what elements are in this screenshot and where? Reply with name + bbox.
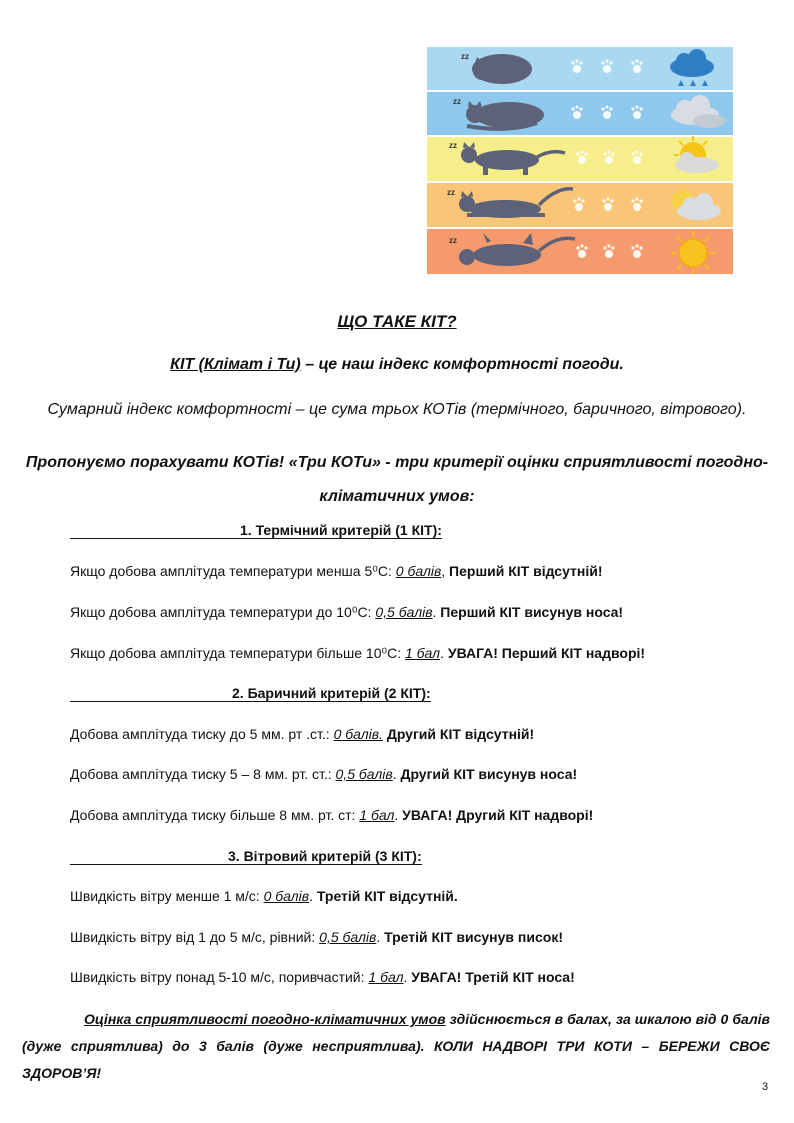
row-separator: . [432,604,437,620]
row-condition: Швидкість вітру менше 1 м/с: [70,888,264,904]
row-condition: Добова амплітуда тиску до 5 мм. рт .ст.: [70,726,334,742]
row-score: 0 балів [395,563,442,579]
criterion-row [70,888,458,904]
criterion-title-text: 3. Вітровий критерій (3 КІТ): [70,848,422,865]
criterion-row [70,766,577,782]
conclusion-paragraph [22,1006,770,1087]
sleep-icon: zz [449,236,457,245]
row-separator: . [309,888,313,904]
criterion-row [70,726,534,742]
criterion-title [70,685,431,702]
row-condition: Якщо добова амплітуда температури більше 10⁰С: [70,645,405,661]
row-score: 0 балів [263,888,310,904]
criterion-row [70,807,593,823]
row-condition: Якщо добова амплітуда температури до 10⁰С: [70,604,376,620]
row-score: 0 балів. [333,726,383,742]
row-condition: Швидкість вітру від 1 до 5 м/с, рівний: [70,929,320,945]
cats-weather-illustration [427,47,733,274]
criterion-row [70,969,575,985]
row-verdict: УВАГА! Другий КІТ надворі! [398,807,594,823]
row-separator: , [441,563,446,579]
cat-curled-icon [472,54,532,84]
summary-line: Сумарний індекс комфортності – це сума трьох КОТів (термічного, баричного, вітрового). [47,401,747,418]
row-condition: Швидкість вітру понад 5-10 м/с, поривчастий: [70,969,369,985]
row-verdict: УВАГА! Перший КІТ надворі! [443,645,646,661]
conclusion-text: здійснюється в балах, за шкалою від 0 балів (дуже сприятлива) до 3 балів (дуже несприятлива). КОЛИ НАДВОРІ ТРИ КОТИ – БЕРЕЖИ СВОЄ ЗДОРОВ’Я! [22,1011,770,1081]
criterion-title [70,522,442,539]
criterion-row [70,563,603,580]
sleep-icon: zz [453,97,461,106]
proposal-paragraph [0,446,794,514]
row-score: 1 бал [368,969,404,985]
row-separator: . [440,645,444,661]
sleep-icon: zz [449,141,457,150]
row-score: 1 бал [405,645,441,661]
row-verdict: Другий КІТ висунув носа! [396,766,578,782]
criterion-row [70,604,623,621]
row-score: 0,5 балів [375,604,433,620]
criterion-row [70,645,645,662]
proposal-line-1: Пропонуємо порахувати КОТів! «Три КОТи» - три критерії оцінки сприятливості погодно- [25,454,769,471]
row-verdict: Другий КІТ відсутній! [382,726,535,742]
row-verdict: Перший КІТ висунув носа! [436,604,624,620]
row-separator: . [376,929,381,945]
conclusion-underlined: Оцінка сприятливості погодно-кліматичних умов [84,1011,446,1027]
page-heading: ЩО ТАКЕ КІТ? [337,312,457,331]
sleep-icon: zz [461,52,469,61]
row-separator: . [394,807,399,823]
definition-text: – це наш індекс комфортності погоди. [300,356,624,373]
row-separator: . [403,969,408,985]
proposal-line-2: кліматичних умов: [319,488,475,505]
row-verdict: Третій КІТ відсутній. [312,888,458,904]
definition-term: КІТ (Клімат і Ти) [170,356,301,373]
row-score: 0,5 балів [319,929,377,945]
row-condition: Якщо добова амплітуда температури менша 5⁰С: [70,563,396,579]
row-condition: Добова амплітуда тиску 5 – 8 мм. рт. ст.: [70,766,336,782]
criterion-title [70,848,422,865]
row-verdict: Перший КІТ відсутній! [445,563,603,579]
row-verdict: УВАГА! Третій КІТ носа! [407,969,575,985]
criterion-title-text: 1. Термічний критерій (1 КІТ): [70,522,442,539]
sleep-icon: zz [447,188,455,197]
row-condition: Добова амплітуда тиску більше 8 мм. рт. ст: [70,807,360,823]
definition-line [0,356,794,374]
row-score: 0,5 балів [335,766,393,782]
row-separator: . [392,766,397,782]
criterion-row [70,929,563,945]
row-score: 1 бал [359,807,395,823]
row-verdict: Третій КІТ висунув писок! [380,929,563,945]
criterion-title-text: 2. Баричний критерій (2 КІТ): [70,685,431,702]
page-number: 3 [762,1081,769,1093]
